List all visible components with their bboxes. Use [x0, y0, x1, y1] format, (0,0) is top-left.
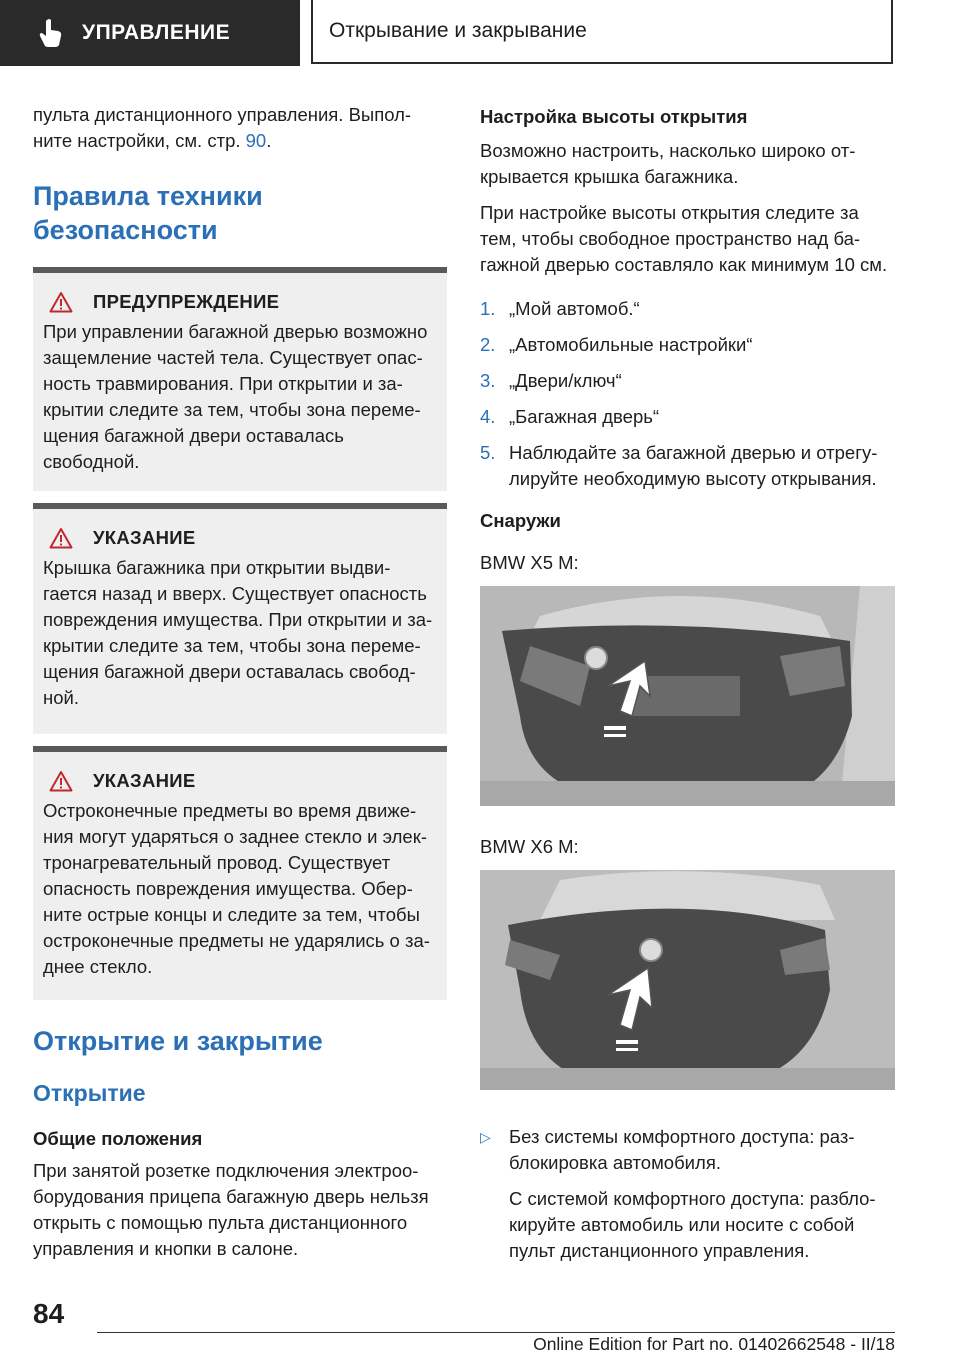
outside-heading: Снаружи — [480, 510, 561, 531]
list-item — [480, 368, 895, 394]
step-number: 4. — [480, 406, 496, 427]
right-column — [480, 100, 895, 1264]
caution-notice — [33, 746, 447, 1000]
height-heading: Настройка высоты открытия — [480, 106, 748, 127]
sub-heading: Открытие — [33, 1080, 146, 1106]
section-heading: Открытие и закрытие — [33, 1026, 323, 1056]
intro-paragraph: пульта дистанционного управления. Выпол-ните настройки, см. стр. 90. — [33, 104, 412, 151]
general-text: При занятой розетке подключения электроо-борудования прицепа багажную дверь нельзя открыть с помощью пульта дистанционного управления и кнопки в салоне. — [33, 1160, 429, 1259]
notice-text: Остроконечные предметы во время движе-ния могут ударяться о заднее стекло и элек-тронагревательный провод. Существует опасность повреждения имущества. Обер-ните острые концы и следите за тем, чтобы остроконечные предметы не ударялись о за-днее стекло. — [43, 800, 430, 977]
height-text-2: При настройке высоты открытия следите за тем, чтобы свободное пространство над ба-гажной дверью составляло как минимум 10 см. — [480, 202, 888, 275]
page-reference-link[interactable]: 90 — [245, 130, 267, 151]
triangle-bullet-icon: ▷ — [480, 1129, 491, 1145]
bullet-continuation: С системой комфортного доступа: разбло-кируйте автомобиль или носите с собой пульт дистанционного управления. — [509, 1188, 876, 1261]
caution-notice — [33, 503, 447, 734]
hand-pointer-icon — [38, 18, 64, 48]
x5-label: BMW X5 M: — [480, 552, 579, 573]
section-tab — [0, 0, 300, 66]
notice-text: Крышка багажника при открытии выдви-гается назад и вверх. Существует опасность повреждения имущества. При открытии и за-крытии следите за тем, чтобы зона переме-щения багажной двери оставалась свобод-ной. — [43, 557, 433, 708]
bullet-item — [480, 1124, 895, 1176]
step-text: „Багажная дверь“ — [509, 406, 660, 427]
notice-title: ПРЕДУПРЕЖДЕНИЕ — [93, 291, 280, 312]
list-item — [480, 332, 895, 358]
x6-tailgate-illustration — [480, 870, 895, 1090]
safety-heading: Правила техники безопасности — [33, 181, 263, 245]
list-item — [480, 440, 895, 492]
step-text: „Двери/ключ“ — [509, 370, 622, 391]
bullet-text: Без системы комфортного доступа: раз-блокировка автомобиля. — [509, 1126, 855, 1173]
steps-list — [480, 296, 895, 492]
warning-triangle-icon — [49, 770, 73, 792]
step-text: „Мой автомоб.“ — [509, 298, 640, 319]
warning-triangle-icon — [49, 527, 73, 549]
step-number: 2. — [480, 334, 496, 355]
edition-footer: Online Edition for Part no. 01402662548 - II/18 — [533, 1334, 895, 1354]
intro-text: пульта дистанционного управления. Выпол-ните настройки, см. стр. — [33, 104, 412, 151]
footer-divider — [97, 1332, 895, 1333]
step-number: 1. — [480, 298, 496, 319]
notice-title: УКАЗАНИЕ — [93, 527, 196, 548]
page-number: 84 — [33, 1298, 65, 1329]
x5-tailgate-illustration — [480, 586, 895, 806]
notice-text: При управлении багажной дверью возможно защемление частей тела. Существует опас-ность травмирования. При открытии и за-крытии следите за тем, чтобы зона переме-щения багажной двери оставалась свободной. — [43, 321, 428, 472]
x6-label: BMW X6 M: — [480, 836, 579, 857]
chapter-title: Открывание и закрывание — [329, 19, 587, 42]
height-text-1: Возможно настроить, насколько широко от-крывается крышка багажника. — [480, 140, 856, 187]
step-number: 5. — [480, 442, 496, 463]
list-item — [480, 296, 895, 322]
left-column — [33, 100, 447, 1262]
warning-notice — [33, 267, 447, 491]
step-number: 3. — [480, 370, 496, 391]
step-text: „Автомобильные настройки“ — [509, 334, 753, 355]
section-label: УПРАВЛЕНИЕ — [82, 21, 231, 44]
chapter-title-box — [311, 0, 893, 64]
general-heading: Общие положения — [33, 1128, 203, 1149]
list-item — [480, 404, 895, 430]
step-text: Наблюдайте за багажной дверью и отрегу-лируйте необходимую высоту открывания. — [509, 442, 878, 489]
notice-title: УКАЗАНИЕ — [93, 770, 196, 791]
warning-triangle-icon — [49, 291, 73, 313]
